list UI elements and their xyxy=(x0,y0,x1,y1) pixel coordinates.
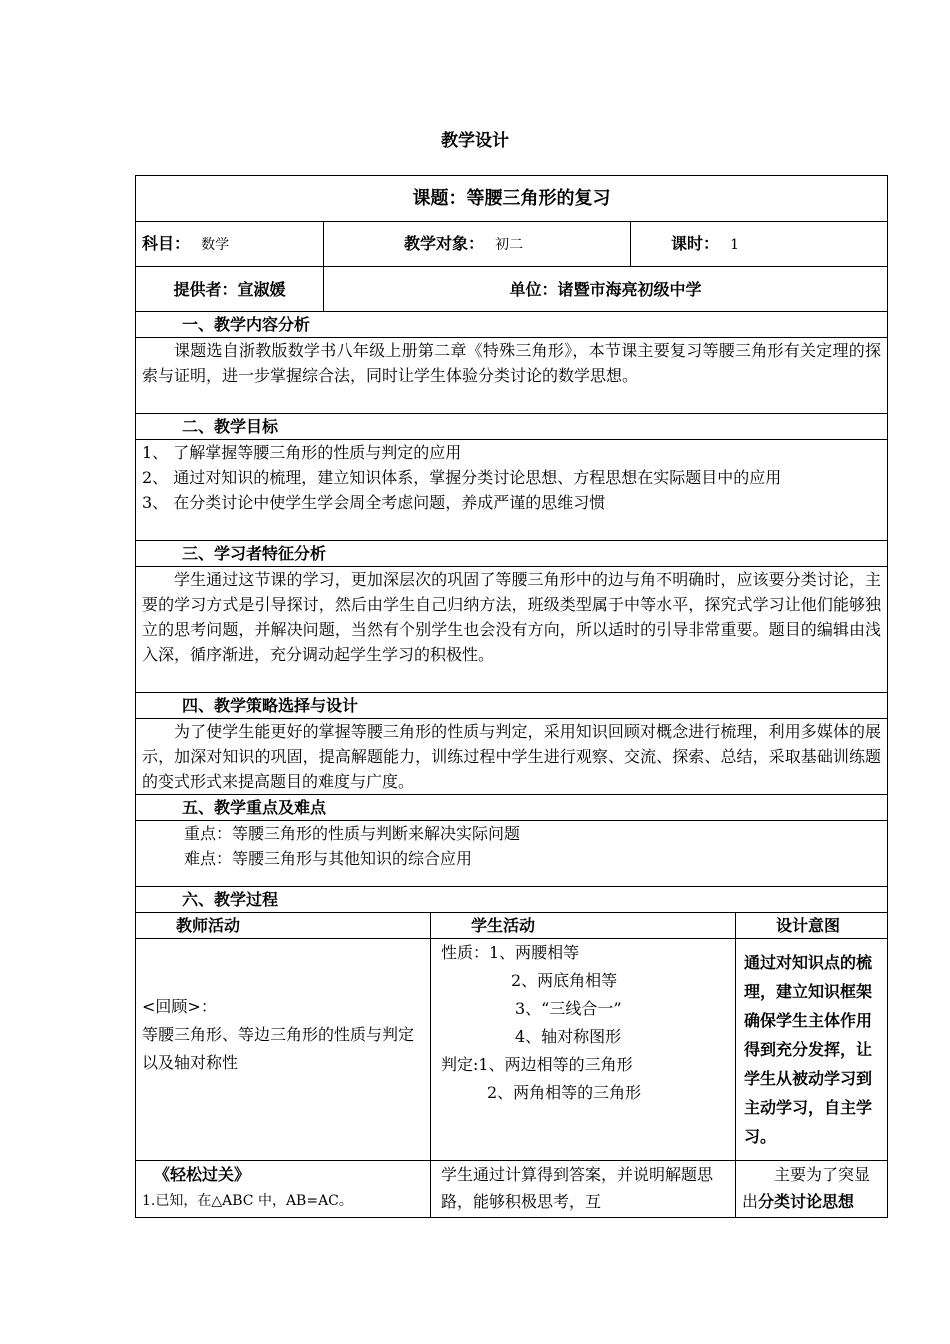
difficult-point: 难点：等腰三角形与其他知识的综合应用 xyxy=(184,849,473,868)
property-line: 4、轴对称图形 xyxy=(515,1027,622,1046)
design-intent-cell xyxy=(736,939,888,1161)
subject-label: 科目： xyxy=(142,233,191,253)
section-1-text: 课题选自浙教版数学书八年级上册第二章《特殊三角形》，本节课主要复习等腰三角形有关定理的探索与证明，进一步掌握综合法，同时让学生体验分类讨论的数学思想。 xyxy=(136,338,888,414)
section-3-title: 三、学习者特征分析 xyxy=(136,541,888,567)
student-activity-cell-2 xyxy=(431,1161,736,1218)
provider-cell xyxy=(136,267,324,312)
hours-cell xyxy=(631,222,888,267)
goal-item: 1、 了解掌握等腰三角形的性质与判定的应用 xyxy=(142,443,462,462)
student-activity-header: 学生活动 xyxy=(431,913,736,939)
lesson-plan-table xyxy=(135,175,888,1218)
provider-value: 宣淑媛 xyxy=(237,279,286,299)
section-3-text: 学生通过这节课的学习，更加深层次的巩固了等腰三角形中的边与角不明确时，应该要分类讨论，主要的学习方式是引导探讨，然后由学生自己归纳方法，班级类型属于中等水平，探究式学习让他们能够独立的思考问题，并解决问题，当然有个别学生也会没有方向，所以适时的引导非常重要。题目的编辑由浅入深，循序渐进，充分调动起学生学习的积极性。 xyxy=(136,567,888,693)
design-intent-text: 通过对知识点的梳理，建立知识框架确保学生主体作用得到充分发挥，让学生从被动学习到主动学习，自主学习。 xyxy=(744,953,873,1146)
goal-item: 2、 通过对知识的梳理，建立知识体系，掌握分类讨论思想、方程思想在实际题目中的应用 xyxy=(142,468,782,487)
property-line: 2、两底角相等 xyxy=(511,971,618,990)
topic-label: 课题： xyxy=(412,188,467,209)
property-line: 3、“三线合一” xyxy=(515,999,622,1018)
criterion-line: 判定:1、两边相等的三角形 xyxy=(441,1055,633,1074)
teacher-activity-cell xyxy=(136,939,431,1161)
unit-label: 单位： xyxy=(509,279,558,299)
intent-plain: 主要为了突显出 xyxy=(742,1165,871,1211)
question-text: 1.已知，在△ABC 中，AB=AC。 xyxy=(142,1193,353,1209)
student-response-text: 学生通过计算得到答案，并说明解题思路，能够积极思考，互 xyxy=(441,1165,714,1211)
teacher-activity-cell-2 xyxy=(136,1161,431,1218)
design-intent-cell-2 xyxy=(736,1161,888,1218)
audience-cell xyxy=(324,222,631,267)
section-2-goals xyxy=(136,440,888,541)
unit-value: 诸暨市海亮初级中学 xyxy=(557,279,702,299)
student-activity-cell xyxy=(431,939,736,1161)
easy-pass-title: 《轻松过关》 xyxy=(154,1165,251,1184)
topic-cell xyxy=(136,176,888,222)
audience-value: 初二 xyxy=(495,236,524,253)
criterion-line: 2、两角相等的三角形 xyxy=(487,1083,642,1102)
goal-item: 3、 在分类讨论中使学生学会周全考虑问题，养成严谨的思维习惯 xyxy=(142,493,606,512)
unit-cell xyxy=(324,267,888,312)
section-6-title: 六、教学过程 xyxy=(136,887,888,913)
topic-value: 等腰三角形的复习 xyxy=(466,188,611,209)
subject-value: 数学 xyxy=(201,236,230,253)
review-text: 等腰三角形、等边三角形的性质与判定以及轴对称性 xyxy=(142,1024,415,1072)
subject-cell xyxy=(136,222,324,267)
section-2-title: 二、教学目标 xyxy=(136,414,888,440)
hours-label: 课时： xyxy=(671,233,720,253)
page-title: 教学设计 xyxy=(441,131,509,151)
property-line: 性质：1、两腰相等 xyxy=(441,943,580,962)
section-4-text: 为了使学生能更好的掌握等腰三角形的性质与判定，采用知识回顾对概念进行梳理，利用多媒体的展示，加深对知识的巩固，提高解题能力，训练过程中学生进行观察、交流、探索、总结，采取基础训练题的变式形式来提高题目的难度与广度。 xyxy=(136,719,888,795)
teacher-activity-header: 教师活动 xyxy=(136,913,431,939)
key-point: 重点：等腰三角形的性质与判断来解决实际问题 xyxy=(184,824,521,843)
section-4-title: 四、教学策略选择与设计 xyxy=(136,693,888,719)
hours-value: 1 xyxy=(730,236,740,253)
design-intent-header: 设计意图 xyxy=(736,913,888,939)
section-5-content xyxy=(136,821,888,887)
review-title: <回顾>： xyxy=(142,996,217,1016)
intent-bold: 分类讨论思想 xyxy=(758,1192,855,1211)
provider-label: 提供者： xyxy=(173,279,238,299)
section-1-title: 一、教学内容分析 xyxy=(136,312,888,338)
audience-label: 教学对象： xyxy=(404,233,485,253)
section-5-title: 五、教学重点及难点 xyxy=(136,795,888,821)
